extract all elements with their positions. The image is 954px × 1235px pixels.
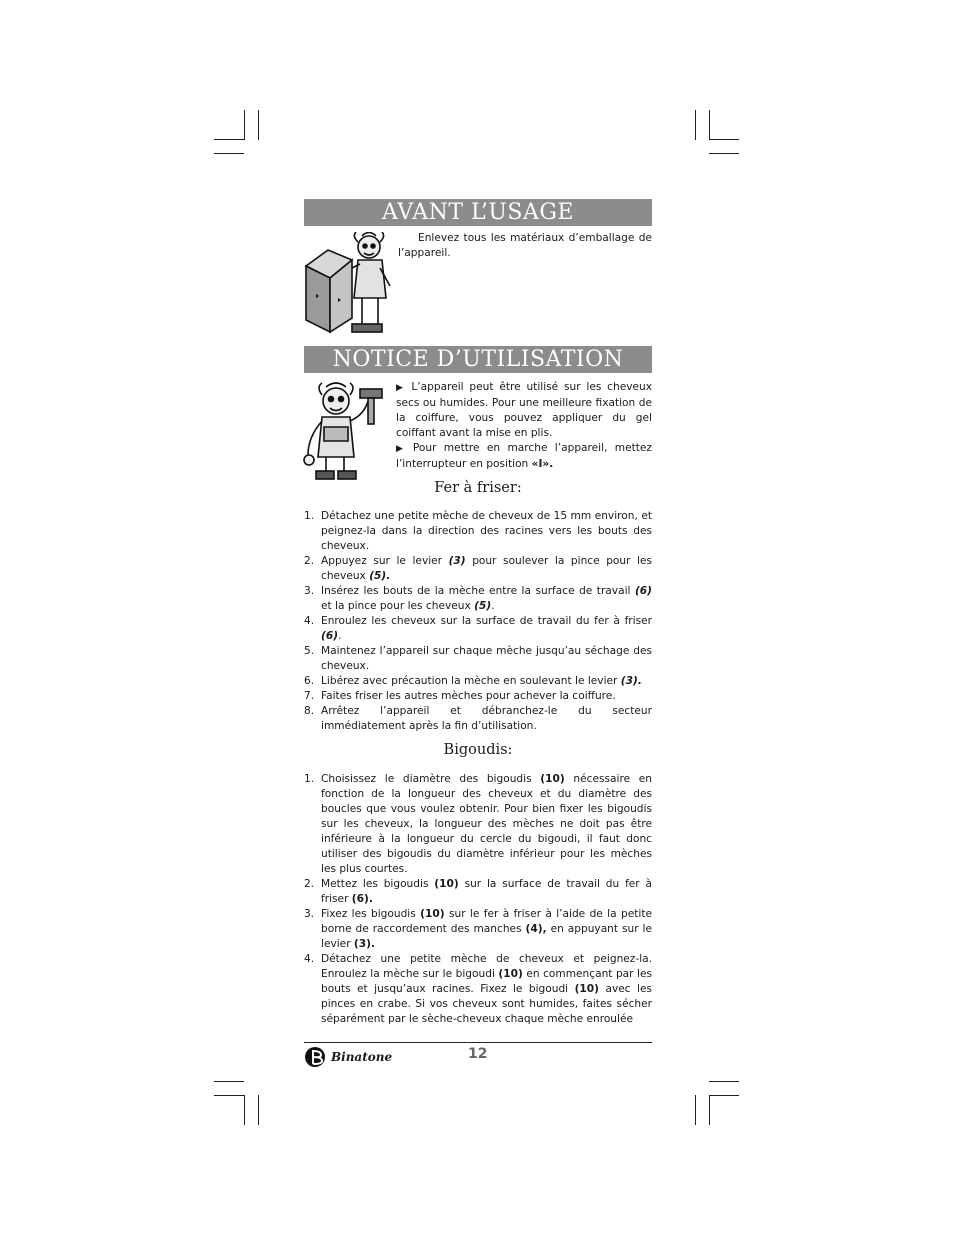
- crop-mark: [244, 1095, 245, 1125]
- list-item: [304, 674, 652, 689]
- step-text: .: [491, 600, 495, 612]
- list-item: [304, 584, 652, 614]
- crop-mark: [214, 1095, 244, 1096]
- step-text: (10): [420, 908, 445, 920]
- list-item: [304, 907, 652, 952]
- page-number: 12: [468, 1046, 488, 1062]
- brand-logo: [304, 1046, 392, 1068]
- step-text: Détachez une petite mèche de cheveux et peignez-la. Enroulez la mèche sur le bigoudi: [321, 953, 652, 980]
- step-text: (10): [574, 983, 600, 995]
- step-text: (3).: [620, 675, 642, 687]
- step-number: 5.: [304, 645, 315, 657]
- step-text: .: [338, 630, 342, 642]
- step-number: 3.: [304, 908, 315, 920]
- step-text: (3): [448, 555, 466, 567]
- step-text: (6): [634, 585, 652, 597]
- step-number: 6.: [304, 675, 315, 687]
- step-text: en commençant par les bouts et jusqu’aux racines. Fixez le bigoudi: [321, 968, 652, 995]
- list-item: [304, 644, 652, 674]
- crop-mark: [214, 139, 244, 140]
- step-text: sur la surface de travail du fer à friser: [321, 878, 652, 905]
- step-text: sur le fer à friser à l’aide de la petite borne de raccordement des manches: [321, 908, 652, 935]
- crop-mark: [709, 1095, 739, 1096]
- step-text: Choisissez le diamètre des bigoudis: [321, 773, 541, 785]
- step-text: (6).: [351, 893, 373, 905]
- step-text: et la pince pour les cheveux: [321, 600, 475, 612]
- step-number: 4.: [304, 615, 315, 627]
- crop-mark: [709, 1081, 739, 1082]
- section-title-notice: NOTICE D’UTILISATION: [304, 346, 652, 373]
- heading-bigoudis: Bigoudis:: [443, 742, 513, 758]
- crop-mark: [709, 110, 710, 140]
- step-text: (5): [474, 600, 492, 612]
- step-number: 2.: [304, 878, 315, 890]
- crop-mark: [214, 1081, 244, 1082]
- step-text: Mettez les bigoudis: [321, 878, 435, 890]
- binatone-logo-icon: [304, 1046, 328, 1068]
- step-number: 8.: [304, 705, 315, 717]
- crop-mark: [709, 153, 739, 154]
- crop-mark: [258, 1095, 259, 1125]
- step-text: (6): [321, 630, 339, 642]
- crop-mark: [695, 110, 696, 140]
- step-text: Maintenez l’appareil sur chaque mèche jusqu’au séchage des cheveux.: [321, 645, 652, 672]
- step-text: (10): [434, 878, 459, 890]
- step-text: Appuyez sur le levier: [321, 555, 449, 567]
- step-number: 7.: [304, 690, 315, 702]
- step-text: Libérez avec précaution la mèche en soulevant le levier: [321, 675, 621, 687]
- step-text: Arrêtez l’appareil et débranchez-le du secteur immédiatement après la fin d’utilisation.: [321, 705, 652, 732]
- section2-intro: [396, 380, 652, 472]
- crop-mark: [695, 1095, 696, 1125]
- step-text: (10): [540, 773, 565, 785]
- heading-fer-a-friser: Fer à friser:: [434, 480, 522, 496]
- crop-mark: [244, 110, 245, 140]
- step-number: 1.: [304, 510, 315, 522]
- unpacking-illustration: [302, 232, 397, 335]
- list-item: [304, 689, 652, 704]
- list-item: [304, 952, 652, 1027]
- list-item: [304, 554, 652, 584]
- list-item: [304, 509, 652, 554]
- bullet-arrow-icon: ▶: [396, 383, 406, 393]
- step-number: 3.: [304, 585, 315, 597]
- step-text: pour soulever la pince pour les cheveux: [321, 555, 653, 582]
- step-number: 4.: [304, 953, 315, 965]
- footer-divider: [304, 1042, 652, 1043]
- intro-paragraph-2: ▶ Pour mettre en marche l’appareil, mettez l’interrupteur en position «I».: [396, 442, 652, 470]
- step-text: Fixez les bigoudis: [321, 908, 421, 920]
- step-text: (4),: [525, 923, 547, 935]
- step-text: avec les pinces en crabe. Si vos cheveux sont humides, faites sécher séparément par le sèche-cheveux chaque mèche enroulée: [321, 983, 652, 1025]
- step-text: (10): [498, 968, 523, 980]
- step-text: Détachez une petite mèche de cheveux de 15 mm environ, et peignez-la dans la direction des racines vers les bouts des cheveux.: [321, 510, 652, 552]
- list-item: [304, 772, 652, 877]
- step-text: en appuyant sur le levier: [321, 923, 652, 950]
- crop-mark: [214, 153, 244, 154]
- step-text: (5).: [369, 570, 391, 582]
- worker-hammer-illustration: [302, 381, 394, 485]
- bullet-arrow-icon: ▶: [396, 444, 407, 454]
- crop-mark: [258, 110, 259, 140]
- step-number: 1.: [304, 773, 315, 785]
- fer-steps-list: [304, 509, 652, 734]
- step-text: Enroulez les cheveux sur la surface de travail du fer à friser: [321, 615, 652, 627]
- step-text: nécessaire en fonction de la longueur des cheveux et du diamètre des boucles que vous voulez obtenir. Pour bien fixer les bigoudis sur les cheveux, la longueur des mèches ne doit pas être inférieure à la longueur du cercle du bigoudi, il faut donc utiliser des bigoudis du diamètre inférieur pour les mèches les plus courtes.: [321, 773, 652, 875]
- step-text: Insérez les bouts de la mèche entre la surface de travail: [321, 585, 635, 597]
- section-title-avant-usage: AVANT L’USAGE: [304, 199, 652, 226]
- crop-mark: [709, 139, 739, 140]
- section1-text: [398, 231, 652, 261]
- step-number: 2.: [304, 555, 315, 567]
- intro-paragraph-1: ▶ L’appareil peut être utilisé sur les cheveux secs ou humides. Pour une meilleure fixation de la coiffure, vous pouvez appliquer du gel coiffant avant la mise en plis.: [396, 381, 652, 439]
- unpacking-instruction: Enlevez tous les matériaux d’emballage de l’appareil.: [398, 232, 652, 259]
- bigoudis-steps-list: [304, 772, 652, 1027]
- list-item: [304, 704, 652, 734]
- step-text: (3).: [353, 938, 376, 950]
- list-item: [304, 877, 652, 907]
- list-item: [304, 614, 652, 644]
- step-text: Faites friser les autres mèches pour achever la coiffure.: [321, 690, 616, 702]
- crop-mark: [709, 1095, 710, 1125]
- brand-name: Binatone: [331, 1050, 393, 1064]
